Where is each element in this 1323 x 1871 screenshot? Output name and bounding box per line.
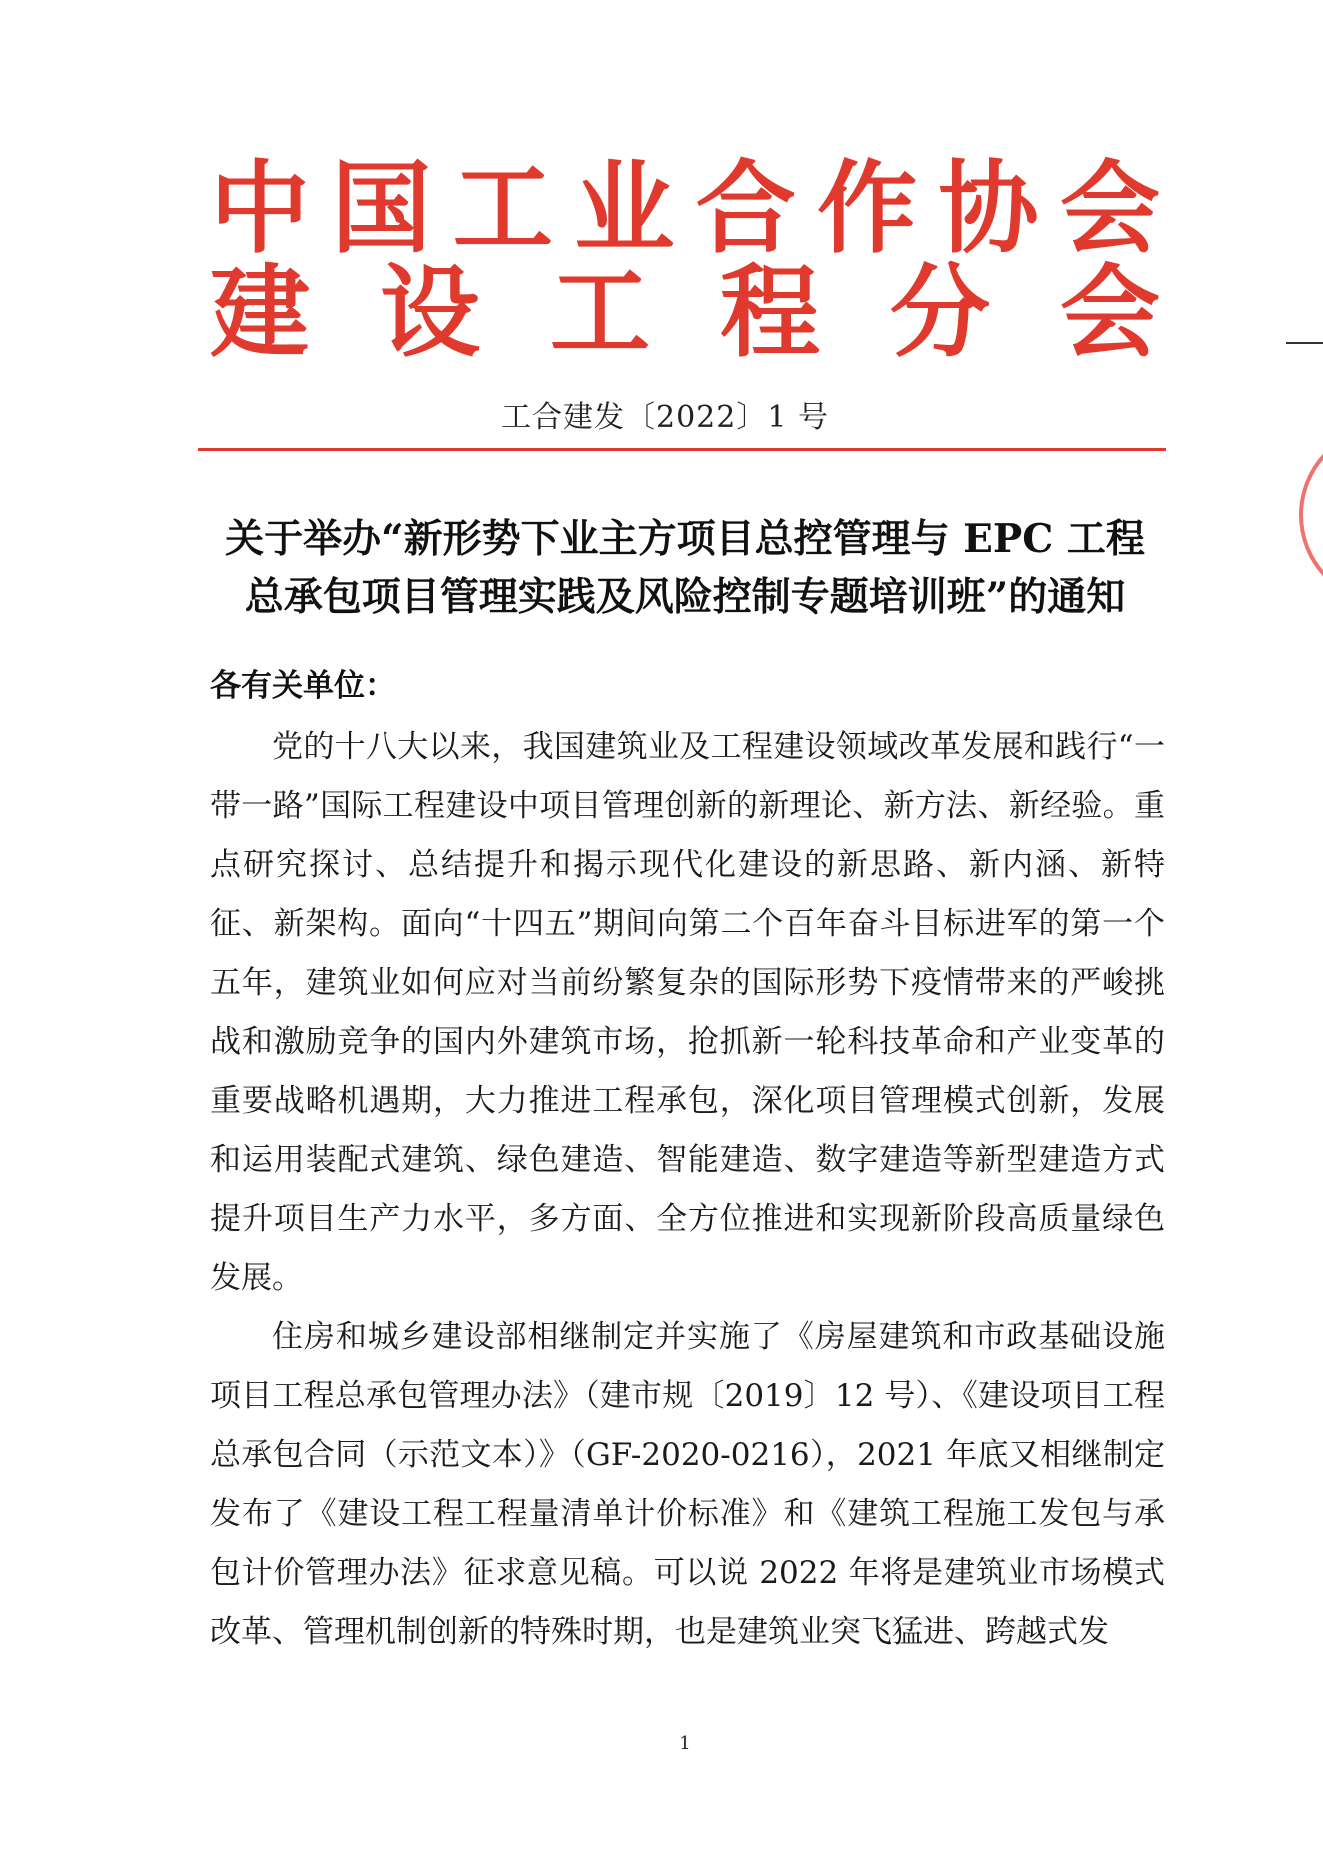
paragraph: 党的十八大以来，我国建筑业及工程建设领域改革发展和践行“一带一路”国际工程建设中项目管理创新的新理论、新方法、新经验。重点研究探讨、总结提升和揭示现代化建设的新思路、新内涵、新特征、新架构。面向“十四五”期间向第二个百年奋斗目标进军的第一个五年，建筑业如何应对当前纷繁复杂的国际形势下疫情带来的严峻挑战和激励竞争的国内外建筑市场，抢抓新一轮科技革命和产业变革的重要战略机遇期，大力推进工程承包，深化项目管理模式创新，发展和运用装配式建筑、绿色建造、智能建造、数字建造等新型建造方式提升项目生产力水平，多方面、全方位推进和实现新阶段高质量绿色发展。 [210, 729, 1165, 1296]
org-char: 中 [210, 149, 310, 267]
document-number: 工合建发〔2022〕1 号 [501, 400, 829, 435]
org-name-line1 [210, 149, 1160, 267]
org-char: 国 [331, 149, 432, 267]
red-header-rule [198, 448, 1166, 451]
org-char: 会 [1060, 253, 1160, 371]
seal-ring [1299, 425, 1323, 605]
org-char: 设 [380, 253, 480, 371]
body-text [210, 718, 1165, 1662]
org-char: 业 [574, 149, 675, 267]
paragraph: 住房和城乡建设部相继制定并实施了《房屋建筑和市政基础设施项目工程总承包管理办法》（建市规〔2019〕12 号）、《建设项目工程总承包合同（示范文本）》（GF-2020-0216），2021 年底又相继制定发布了《建设工程工程量清单计价标准》和《建筑工程施工发包与承包计价管理办法》征求意见稿。可以说 2022 年将是建筑业市场模式改革、管理机制创新的特殊时期，也是建筑业突飞猛进、跨越式发 [210, 1319, 1165, 1650]
org-char: 建 [210, 253, 310, 371]
org-name-line2 [210, 253, 1160, 371]
org-char: 工 [550, 253, 650, 371]
notice-title: 关于举办“新形势下业主方项目总控管理与 EPC 工程总承包项目管理实践及风险控制专题培训班”的通知 [225, 516, 1145, 620]
org-char: 协 [938, 149, 1039, 267]
edge-mark [1286, 342, 1323, 344]
org-char: 作 [817, 149, 918, 267]
page-number: 1 [679, 1733, 691, 1754]
seal-stamp-edge [1297, 425, 1323, 605]
org-char: 程 [720, 253, 820, 371]
org-char: 合 [695, 149, 796, 267]
org-char: 工 [452, 149, 553, 267]
org-char: 分 [890, 253, 990, 371]
salutation: 各有关单位： [210, 668, 396, 704]
org-char: 会 [1059, 149, 1160, 267]
